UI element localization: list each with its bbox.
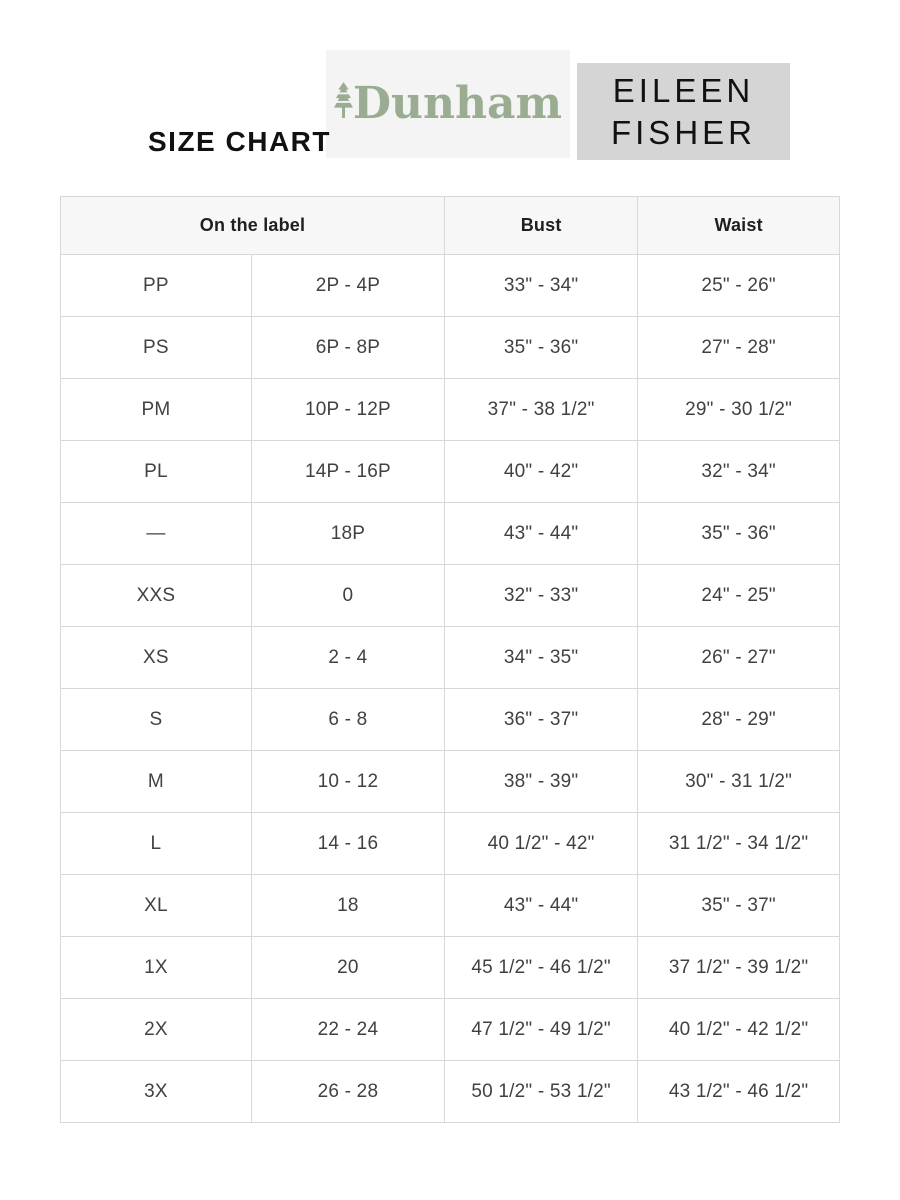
cell-bust: 40 1/2" - 42"	[445, 813, 638, 875]
table-row	[61, 751, 840, 813]
page-title: SIZE CHART	[148, 126, 331, 157]
table-row	[61, 937, 840, 999]
column-header-waist: Waist	[638, 197, 840, 255]
cell-size-label: XXS	[61, 565, 252, 627]
cell-size-numeric: 18	[251, 875, 444, 937]
table-row	[61, 875, 840, 937]
cell-waist: 35" - 36"	[638, 503, 840, 565]
cell-size-numeric: 6 - 8	[251, 689, 444, 751]
cell-waist: 29" - 30 1/2"	[638, 379, 840, 441]
cell-size-numeric: 18P	[251, 503, 444, 565]
cell-size-label: S	[61, 689, 252, 751]
cell-size-label: 1X	[61, 937, 252, 999]
cell-size-numeric: 2P - 4P	[251, 255, 444, 317]
cell-size-label: 2X	[61, 999, 252, 1061]
cell-size-label: PM	[61, 379, 252, 441]
cell-size-label: 3X	[61, 1061, 252, 1123]
cell-waist: 28" - 29"	[638, 689, 840, 751]
cell-waist: 40 1/2" - 42 1/2"	[638, 999, 840, 1061]
cell-size-numeric: 0	[251, 565, 444, 627]
table-header-row	[61, 197, 840, 255]
table-row	[61, 565, 840, 627]
cell-size-numeric: 14P - 16P	[251, 441, 444, 503]
cell-size-numeric: 22 - 24	[251, 999, 444, 1061]
table-row	[61, 317, 840, 379]
cell-bust: 33" - 34"	[445, 255, 638, 317]
cell-bust: 36" - 37"	[445, 689, 638, 751]
cell-size-numeric: 6P - 8P	[251, 317, 444, 379]
column-header-on-the-label: On the label	[61, 197, 445, 255]
cell-waist: 31 1/2" - 34 1/2"	[638, 813, 840, 875]
cell-bust: 34" - 35"	[445, 627, 638, 689]
cell-size-numeric: 14 - 16	[251, 813, 444, 875]
table-row	[61, 379, 840, 441]
dunham-logo-text: Dunham	[352, 78, 563, 129]
cell-bust: 40" - 42"	[445, 441, 638, 503]
table-row	[61, 441, 840, 503]
cell-waist: 32" - 34"	[638, 441, 840, 503]
cell-waist: 35" - 37"	[638, 875, 840, 937]
cell-size-numeric: 10 - 12	[251, 751, 444, 813]
cell-bust: 47 1/2" - 49 1/2"	[445, 999, 638, 1061]
cell-size-label: XL	[61, 875, 252, 937]
cell-bust: 45 1/2" - 46 1/2"	[445, 937, 638, 999]
table-row	[61, 999, 840, 1061]
cell-waist: 25" - 26"	[638, 255, 840, 317]
table-row	[61, 255, 840, 317]
cell-size-label: L	[61, 813, 252, 875]
cell-bust: 35" - 36"	[445, 317, 638, 379]
cell-bust: 38" - 39"	[445, 751, 638, 813]
size-chart-table	[60, 196, 840, 1123]
eileen-fisher-logo-line2: FISHER	[610, 113, 756, 151]
cell-bust: 50 1/2" - 53 1/2"	[445, 1061, 638, 1123]
cell-size-label: XS	[61, 627, 252, 689]
cell-bust: 43" - 44"	[445, 503, 638, 565]
pine-tree-icon	[334, 82, 353, 118]
cell-size-numeric: 20	[251, 937, 444, 999]
cell-size-label: PP	[61, 255, 252, 317]
eileen-fisher-logo-box	[577, 63, 790, 160]
dunham-logo-box	[326, 50, 570, 158]
cell-waist: 30" - 31 1/2"	[638, 751, 840, 813]
cell-size-numeric: 26 - 28	[251, 1061, 444, 1123]
cell-size-label: PL	[61, 441, 252, 503]
cell-waist: 43 1/2" - 46 1/2"	[638, 1061, 840, 1123]
table-row	[61, 813, 840, 875]
cell-bust: 43" - 44"	[445, 875, 638, 937]
eileen-fisher-logo-line1: EILEEN	[612, 72, 755, 110]
cell-bust: 32" - 33"	[445, 565, 638, 627]
cell-size-label: M	[61, 751, 252, 813]
table-row	[61, 627, 840, 689]
cell-waist: 24" - 25"	[638, 565, 840, 627]
cell-size-numeric: 10P - 12P	[251, 379, 444, 441]
cell-waist: 27" - 28"	[638, 317, 840, 379]
cell-waist: 26" - 27"	[638, 627, 840, 689]
cell-bust: 37" - 38 1/2"	[445, 379, 638, 441]
table-row	[61, 503, 840, 565]
cell-size-label: —	[61, 503, 252, 565]
cell-size-numeric: 2 - 4	[251, 627, 444, 689]
cell-waist: 37 1/2" - 39 1/2"	[638, 937, 840, 999]
table-row	[61, 1061, 840, 1123]
cell-size-label: PS	[61, 317, 252, 379]
size-table-body	[61, 255, 840, 1123]
table-row	[61, 689, 840, 751]
column-header-bust: Bust	[445, 197, 638, 255]
